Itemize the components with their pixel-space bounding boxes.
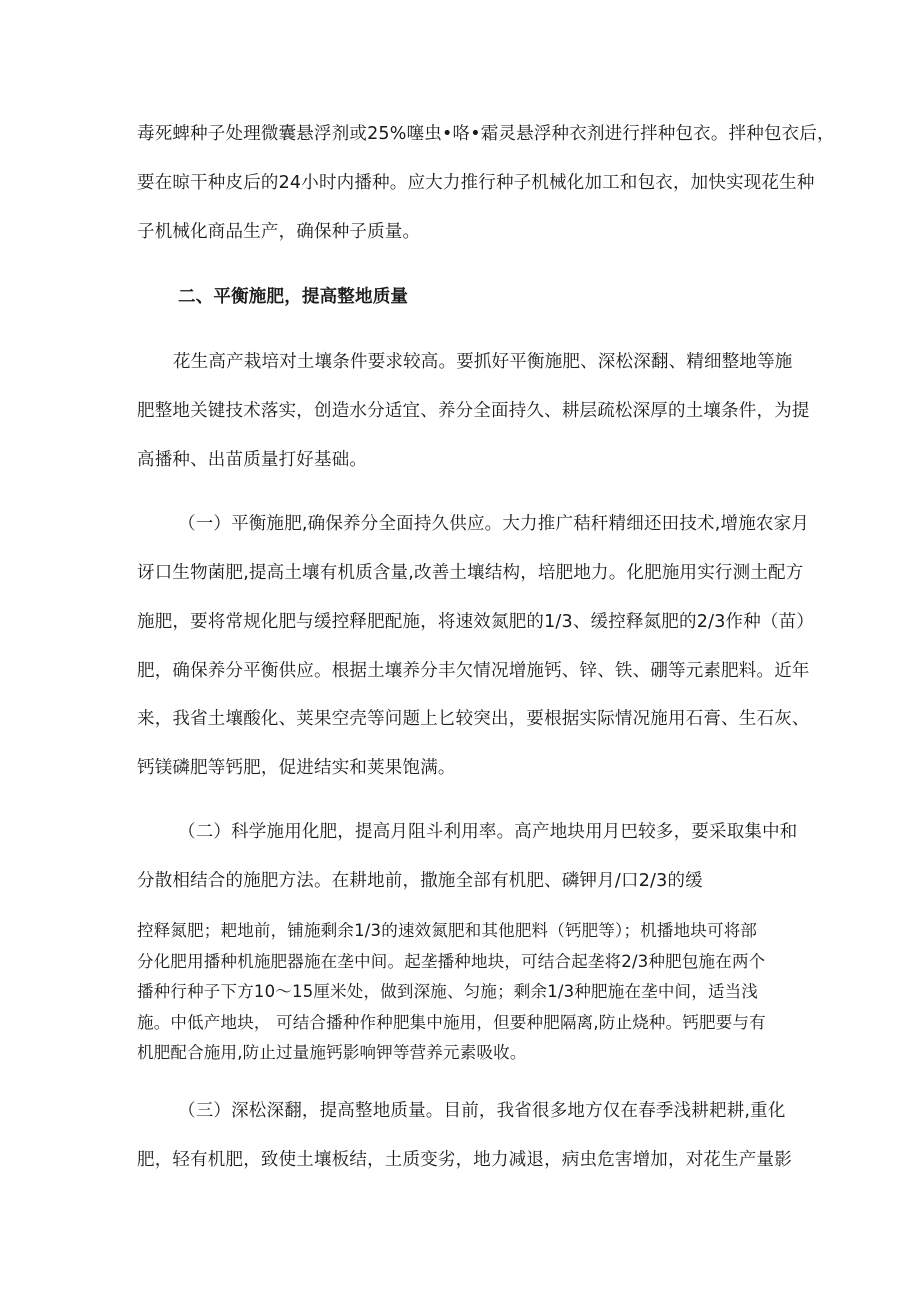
text-line: 施。中低产地块， 可结合播种作种肥集中施用，但要种肥隔离,防止烧种。钙肥要与有 [137,1013,766,1032]
text-line: 讶口生物菌肥,提高土壤有机质含量,改善土壤结构，培肥地力。化肥施用实行测土配方 [137,563,804,583]
text-line: 机肥配合施用,防止过量施钙影响钾等营养元素吸收。 [137,1043,527,1062]
text-line: 施肥，要将常规化肥与缓控释肥配施，将速效氮肥的1/3、缓控释氮肥的2/3作种（苗） [137,612,815,632]
text-line: 毒死蜱种子处理微囊悬浮剂或25%噻虫•咯•霜灵悬浮种衣剂进行拌种包衣。拌种包衣后， [137,124,835,144]
text-line: （二）科学施用化肥，提高月阻斗利用率。高产地块用月巴较多，要采取集中和 [178,822,798,842]
text-line: 高播种、出苗质量打好基础。 [137,450,368,470]
text-line: 肥，确保养分平衡供应。根据土壤养分丰欠情况增施钙、锌、铁、硼等元素肥料。近年 [137,661,810,681]
text-line: 分散相结合的施肥方法。在耕地前，撒施全部有机肥、磷钾月/口2/3的缓 [137,871,703,891]
text-line: 控释氮肥；耙地前，铺施剩余1/3的速效氮肥和其他肥料（钙肥等）；机播地块可将部 [137,921,758,940]
text-line: 花生高产栽培对土壤条件要求较高。要抓好平衡施肥、深松深翻、精细整地等施 [173,352,793,372]
text-line: 子机械化商品生产，确保种子质量。 [137,222,421,242]
text-line: （一）平衡施肥,确保养分全面持久供应。大力推广秸秆精细还田技术,增施农家月 [178,514,810,534]
text-line: 分化肥用播种机施肥器施在垄中间。起垄播种地块，可结合起垄将2/3种肥包施在两个 [137,952,766,971]
text-line: 要在晾干种皮后的24小时内播种。应大力推行种子机械化加工和包衣，加快实现花生种 [137,173,815,193]
text-line: 钙镁磷肥等钙肥，促进结实和荚果饱满。 [137,758,456,778]
text-line: （三）深松深翻，提高整地质量。目前，我省很多地方仅在春季浅耕耙耕,重化 [178,1101,786,1121]
text-line: 来，我省土壤酸化、荚果空壳等问题上匕较突出，要根据实际情况施用石膏、生石灰、 [137,709,810,729]
text-line: 肥整地关键技术落实，创造水分适宜、养分全面持久、耕层疏松深厚的土壤条件，为提 [137,401,810,421]
text-line: 肥，轻有机肥，致使土壤板结，土质变劣，地力减退，病虫危害增加，对花生产量影 [137,1150,792,1170]
text-line: 播种行种子下方10～15厘米处，做到深施、匀施；剩余1/3种肥施在垄中间，适当浅 [137,982,759,1001]
section-heading: 二、平衡施肥，提高整地质量 [178,287,409,307]
